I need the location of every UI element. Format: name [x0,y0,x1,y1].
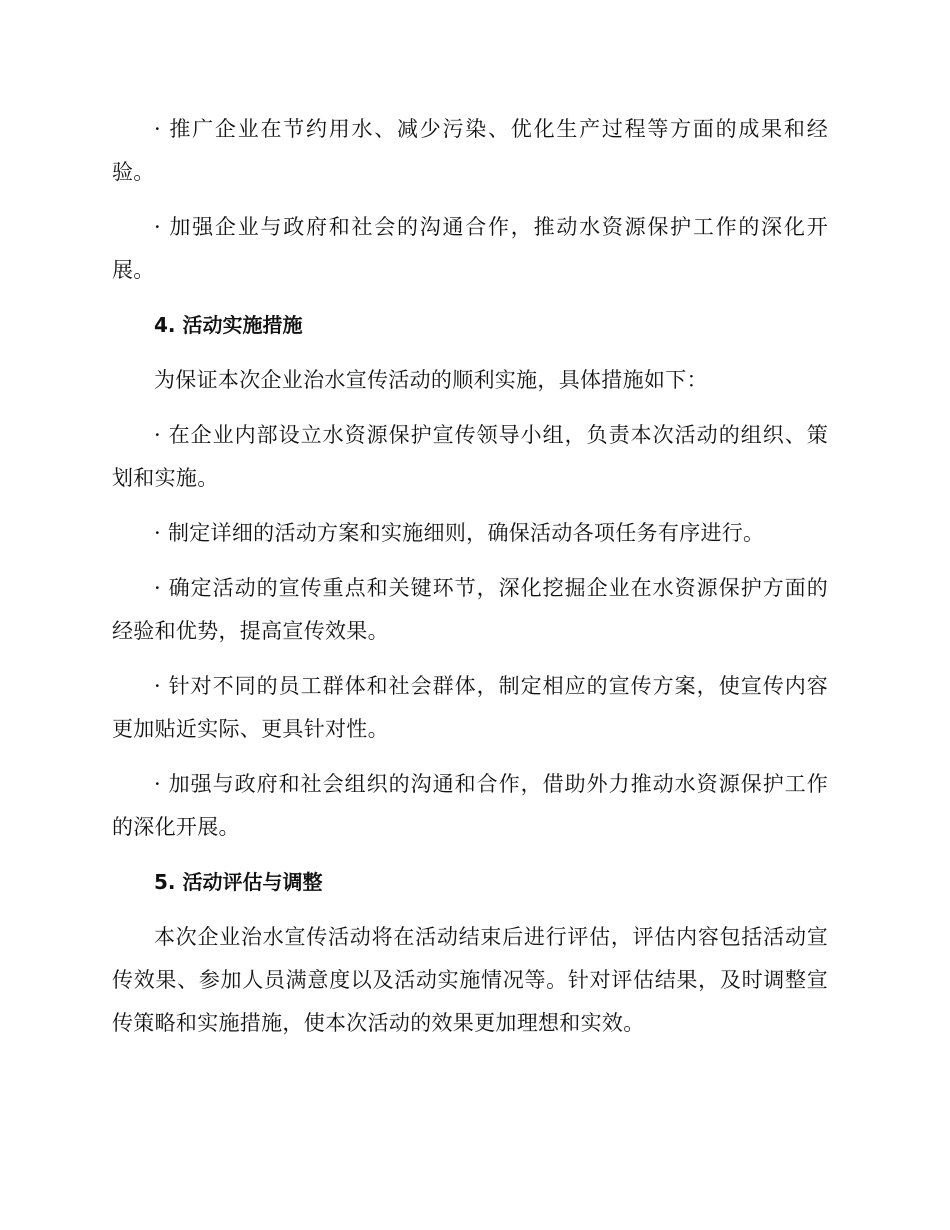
section-intro: 为保证本次企业治水宣传活动的顺利实施，具体措施如下： [154,368,708,392]
bullet-item: · 制定详细的活动方案和实施细则，确保活动各项任务有序进行。 [154,521,765,545]
section-heading-4: 4. 活动实施措施 [154,313,303,337]
document-content [112,108,828,1045]
bullet-item: · 加强企业与政府和社会的沟通合作，推动水资源保护工作的深化开展。 [112,215,828,282]
bullet-item: · 在企业内部设立水资源保护宣传领导小组，负责本次活动的组织、策划和实施。 [112,423,828,490]
bullet-item: · 确定活动的宣传重点和关键环节，深化挖掘企业在水资源保护方面的经验和优势，提高宣传效果。 [112,576,828,643]
section-heading-5: 5. 活动评估与调整 [154,870,323,894]
section-body: 本次企业治水宣传活动将在活动结束后进行评估，评估内容包括活动宣传效果、参加人员满意度以及活动实施情况等。针对评估结果，及时调整宣传策略和实施措施，使本次活动的效果更加理想和实效。 [112,925,828,1035]
bullet-item: · 加强与政府和社会组织的沟通和合作，借助外力推动水资源保护工作的深化开展。 [112,772,828,839]
bullet-item: · 推广企业在节约用水、减少污染、优化生产过程等方面的成果和经验。 [112,117,828,184]
bullet-item: · 针对不同的员工群体和社会群体，制定相应的宣传方案，使宣传内容更加贴近实际、更具针对性。 [112,674,828,741]
